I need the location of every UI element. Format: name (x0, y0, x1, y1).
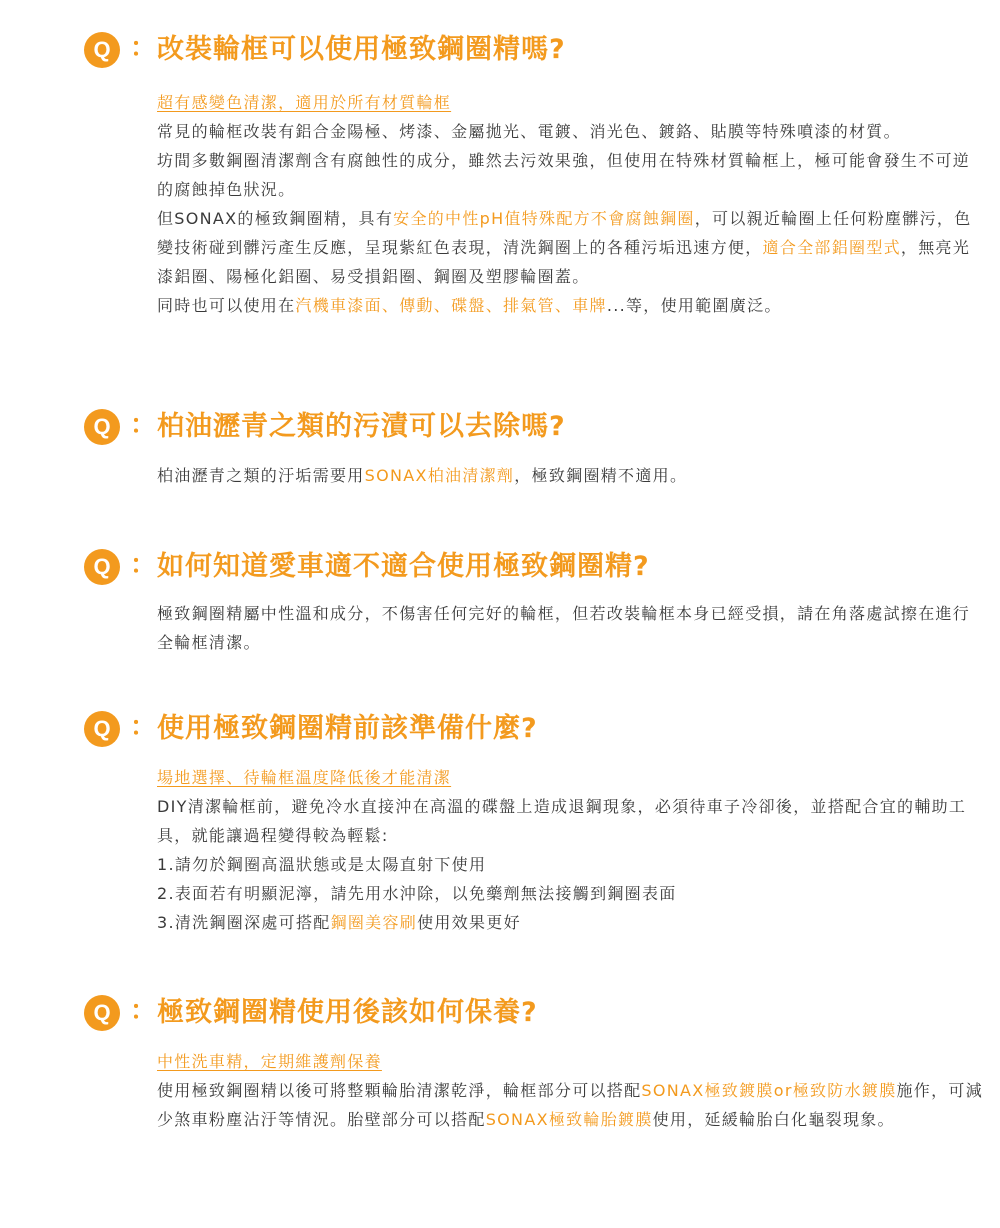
text: 但SONAX的極致鋼圈精，具有 (157, 209, 394, 228)
text: 使用極致鋼圈精以後可將整顆輪胎清潔乾淨，輪框部分可以搭配 (157, 1081, 642, 1100)
q-colon: ： (130, 550, 157, 580)
q-colon: ： (130, 712, 157, 742)
faq-answer-2 (157, 461, 987, 490)
faq-question-5 (0, 991, 1000, 1035)
text: 同時也可以使用在 (157, 296, 296, 315)
list-item: 1.請勿於鋼圈高溫狀態或是太陽直射下使用 (157, 855, 487, 874)
faq-item-4 (0, 707, 1000, 932)
answer-paragraph: 極致鋼圈精屬中性溫和成分，不傷害任何完好的輪框，但若改裝輪框本身已經受損，請在角落處試擦在進行全輪框清潔。 (157, 604, 971, 652)
highlight-text: 安全的中性pH值特殊配方不會腐蝕鋼圈 (393, 209, 695, 228)
answer-paragraph: 坊間多數鋼圈清潔劑含有腐蝕性的成分，雖然去污效果強，但使用在特殊材質輪框上，極可能會發生不可逆的腐蝕掉色狀況。 (157, 151, 971, 199)
text: 施作，可減少煞車粉塵沾汙等情況。胎壁部分可以搭配 (157, 1081, 984, 1129)
q-badge-icon: Q (84, 549, 120, 585)
faq-question-title: 柏油瀝青之類的污漬可以去除嗎? (157, 411, 566, 442)
highlight-text: SONAX柏油清潔劑 (364, 466, 515, 485)
answer-paragraph (157, 291, 987, 320)
highlight-text: SONAX極致鍍膜or極致防水鍍膜 (641, 1081, 897, 1100)
list-item: 2.表面若有明顯泥濘，請先用水沖除，以免藥劑無法接觸到鋼圈表面 (157, 884, 677, 903)
faq-question-3 (0, 545, 1000, 589)
answer-subheading: 場地選擇、待輪框溫度降低後才能清潔 (157, 768, 452, 787)
faq-question-title: 改裝輪框可以使用極致鋼圈精嗎? (157, 34, 566, 65)
highlight-text: SONAX極致輪胎鍍膜 (485, 1110, 653, 1129)
answer-subheading: 超有感變色清潔，適用於所有材質輪框 (157, 93, 452, 112)
highlight-text: 適合全部鋁圈型式 (762, 238, 901, 257)
answer-subheading: 中性洗車精，定期維護劑保養 (157, 1052, 382, 1071)
faq-answer-3 (157, 599, 987, 657)
faq-question-title: 極致鋼圈精使用後該如何保養? (157, 997, 538, 1028)
faq-question-1 (0, 28, 1000, 72)
faq-item-5 (0, 991, 1000, 1129)
text: 使用效果更好 (417, 913, 521, 932)
q-colon: ： (130, 33, 157, 63)
faq-answer-5 (157, 1047, 987, 1134)
text: ，無亮光漆鋁圈、陽極化鋁圈、易受損鋁圈、鋼圈及塑膠輪圈蓋。 (157, 238, 971, 286)
q-badge-icon: Q (84, 995, 120, 1031)
faq-question-title: 使用極致鋼圈精前該準備什麼? (157, 713, 538, 744)
text: 3.清洗鋼圈深處可搭配 (157, 913, 331, 932)
faq-answer-4 (157, 763, 987, 937)
faq-question-2 (0, 405, 1000, 449)
text: ...等，使用範圍廣泛。 (606, 296, 782, 315)
text: ，可以親近輪圈上任何粉塵髒污，色變技術碰到髒污產生反應，呈現紫紅色表現，清洗鋼圈上的各種污垢迅速方便， (157, 209, 972, 257)
q-badge-icon: Q (84, 711, 120, 747)
faq-question-4 (0, 707, 1000, 751)
faq-item-2 (0, 405, 1000, 485)
highlight-text: 汽機車漆面、傳動、碟盤、排氣管、車牌 (295, 296, 607, 315)
q-badge-icon: Q (84, 32, 120, 68)
text: ，極致鋼圈精不適用。 (514, 466, 688, 485)
faq-item-1 (0, 28, 1000, 315)
text: 使用，延緩輪胎白化龜裂現象。 (652, 1110, 895, 1129)
text: 柏油瀝青之類的汙垢需要用 (157, 466, 365, 485)
answer-paragraph (157, 204, 987, 291)
q-colon: ： (130, 410, 157, 440)
q-colon: ： (130, 996, 157, 1026)
faq-question-title: 如何知道愛車適不適合使用極致鋼圈精? (157, 551, 650, 582)
highlight-text: 鋼圈美容刷 (330, 913, 418, 932)
faq-item-3 (0, 545, 1000, 652)
list-item (157, 908, 987, 937)
answer-paragraph: 常見的輪框改裝有鋁合金陽極、烤漆、金屬拋光、電鍍、消光色、鍍鉻、貼膜等特殊噴漆的材質。 (157, 122, 901, 141)
faq-answer-1 (157, 88, 987, 320)
answer-paragraph (157, 461, 987, 490)
q-badge-icon: Q (84, 409, 120, 445)
answer-paragraph (157, 1076, 987, 1134)
answer-paragraph: DIY清潔輪框前，避免冷水直接沖在高溫的碟盤上造成退鋼現象，必須待車子冷卻後，並搭配合宜的輔助工具，就能讓過程變得較為輕鬆: (157, 797, 967, 845)
